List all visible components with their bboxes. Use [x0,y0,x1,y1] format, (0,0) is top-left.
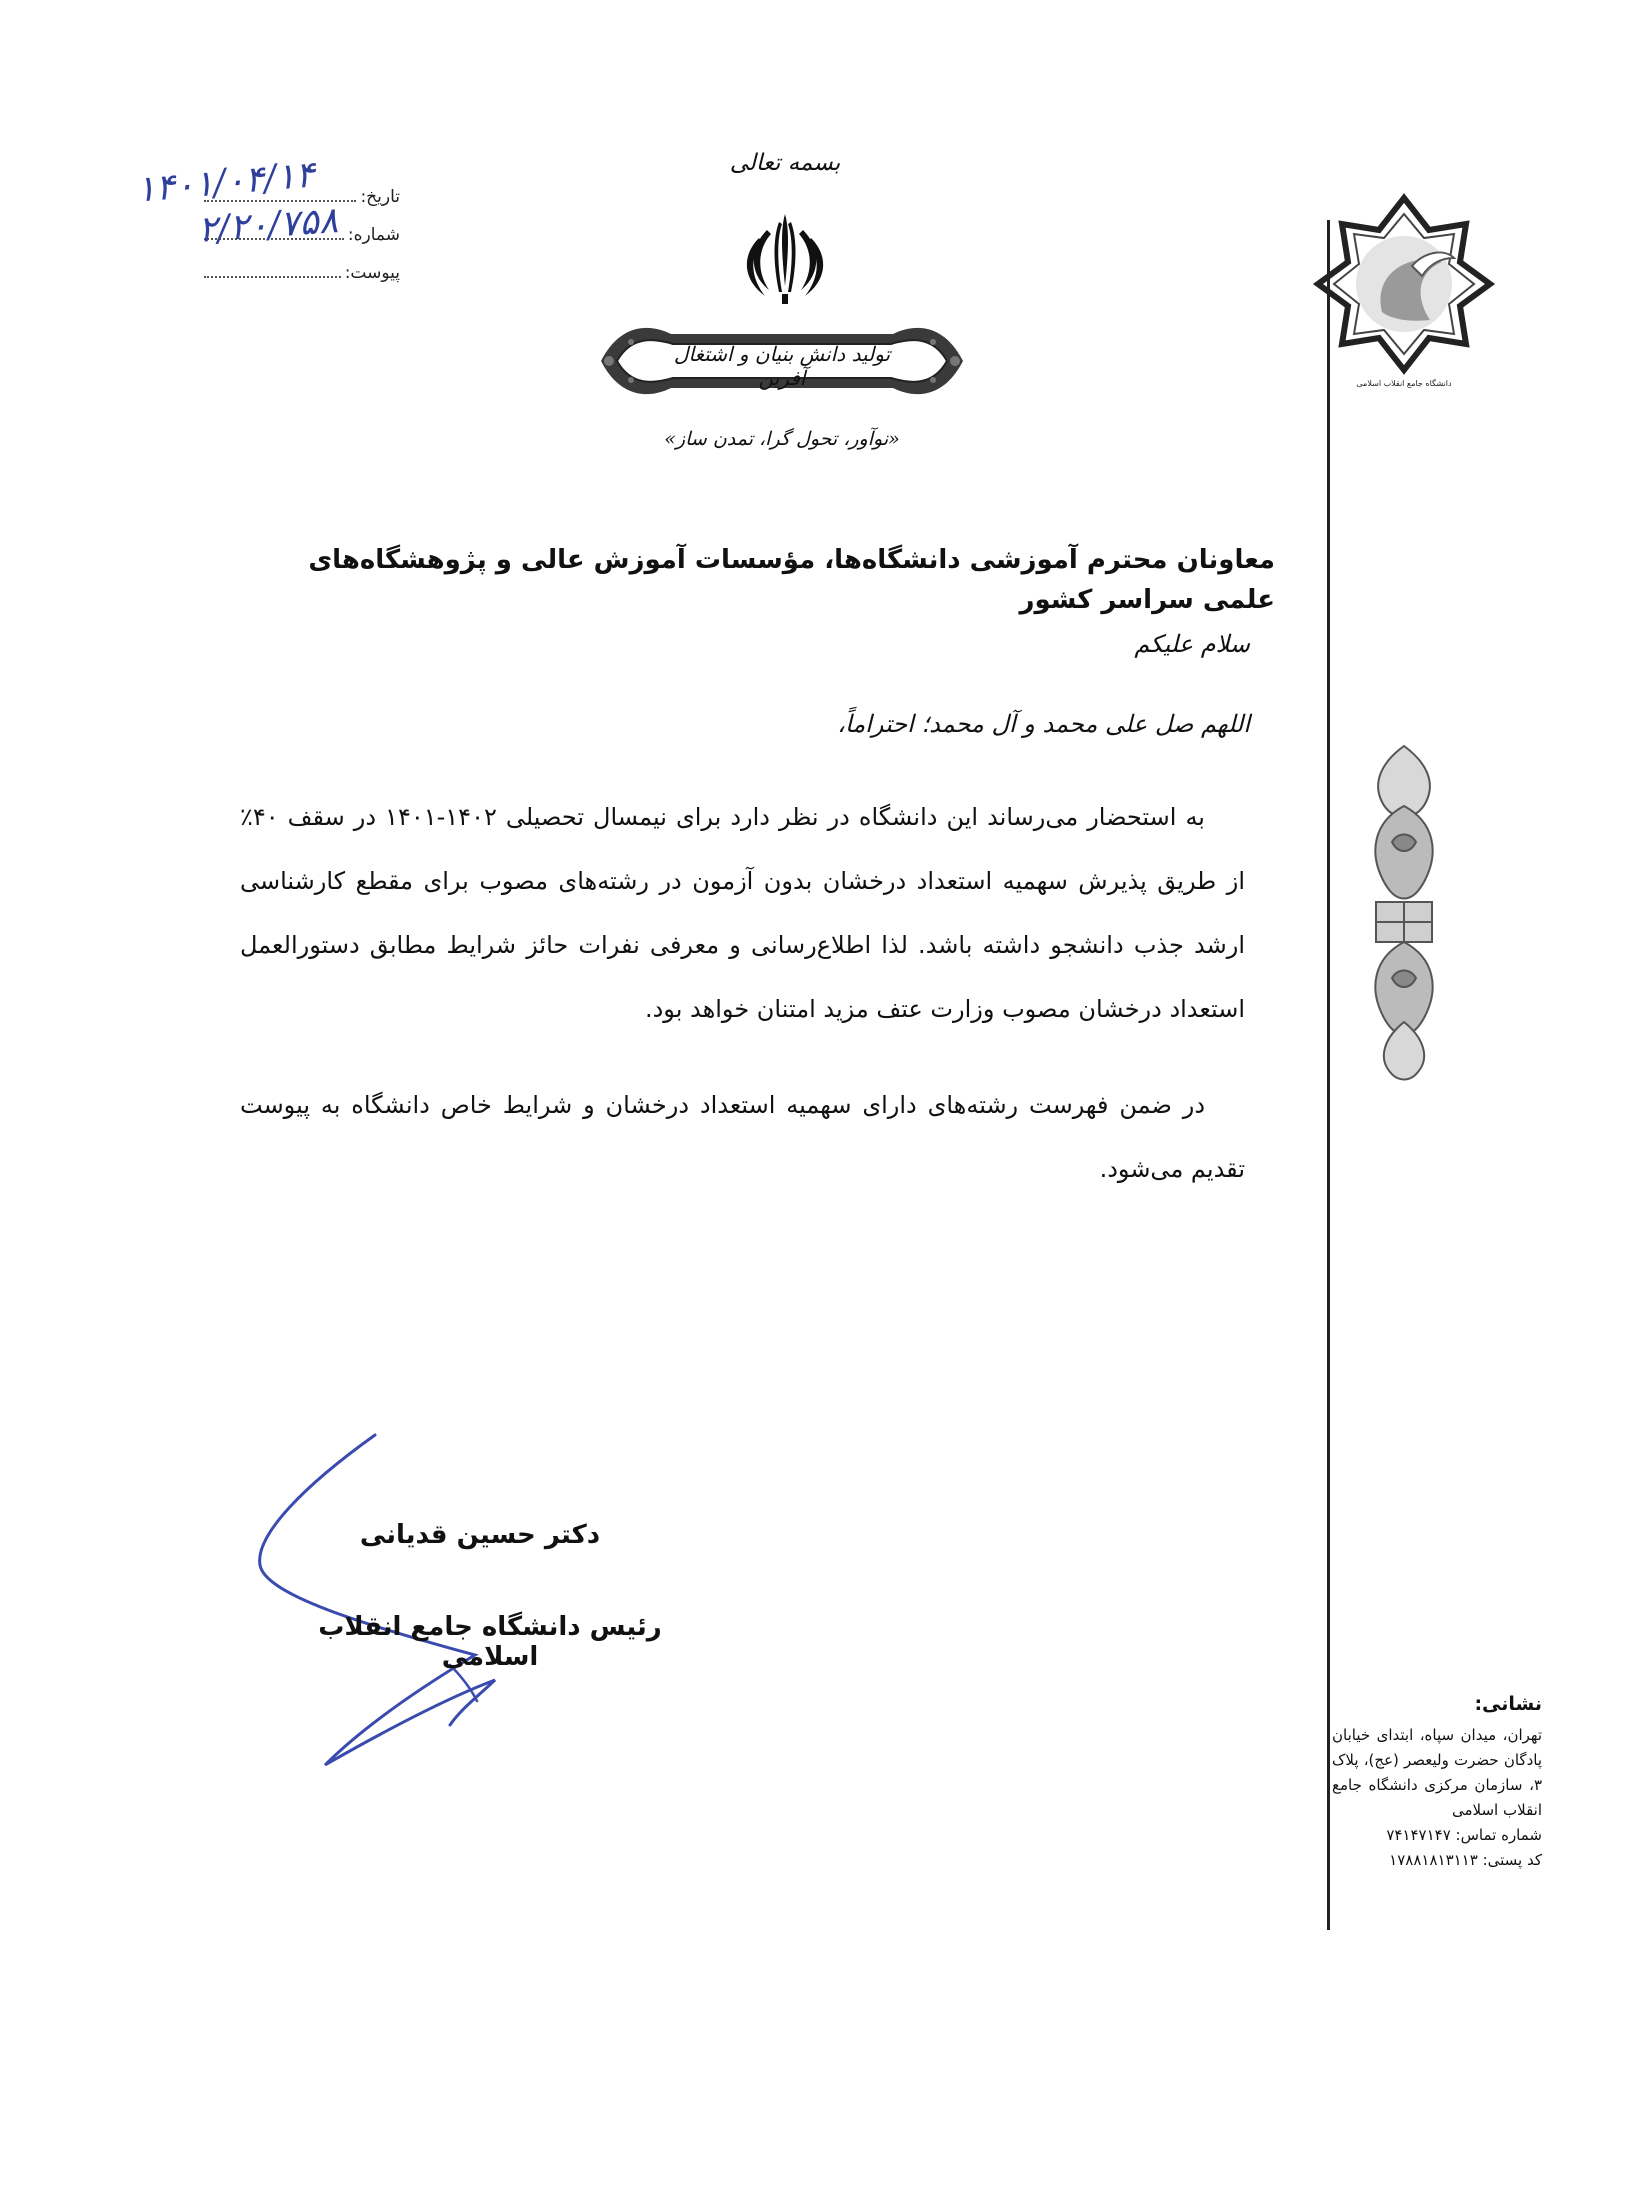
body-paragraph-2: در ضمن فهرست رشته‌های دارای سهمیه استعداد درخشان و شرایط خاص دانشگاه به پیوست تقدیم می‌شود. [240,1091,1245,1183]
address-block [1332,1692,1542,1873]
salutation: اللهم صل علی محمد و آل محمد؛ احتراماً، [837,710,1250,738]
recipient: معاونان محترم آموزشی دانشگاه‌ها، مؤسسات آموزش عالی و پژوهشگاه‌های علمی سراسر کشور [308,545,1275,615]
address-phone: شماره تماس: ۷۴۱۴۷۱۴۷ [1386,1826,1542,1844]
signer-title: رئیس دانشگاه جامع انقلاب اسلامی [318,1612,662,1672]
handwritten-date: ۱۴۰۱/۰۴/۱۴ [134,154,317,211]
logo-caption: دانشگاه جامع انقلاب اسلامی [1356,379,1452,388]
number-label: شماره: [347,225,400,245]
handwritten-number: ۲/۲۰/۷۵۸ [196,200,340,251]
bismillah: بسمه تعالی [729,150,841,176]
greeting: سلام علیکم [1134,630,1250,658]
motto: «نوآور، تحول گرا، تمدن ساز» [664,428,900,450]
decorative-ornament [1362,742,1446,1087]
body-paragraph-1: به استحضار می‌رساند این دانشگاه در نظر دارد برای نیمسال تحصیلی ۱۴۰۲-۱۴۰۱ در سقف ۴۰٪ از طریق پذیرش سهمیه استعداد درخشان بدون آزمون در رشته‌های مصوب برای مقطع کارشناسی ارشد جذب دانشجو داشته باشد. لذا اطلاع‌رسانی و معرفی نفرات حائز شرایط مطابق دستورالعمل استعداد درخشان مصوب وزارت عتف مزید امتنان خواهد بود. [240,803,1245,1023]
signer-name: دکتر حسین قدیانی [359,1520,601,1550]
address-postal: کد پستی: ۱۷۸۸۱۸۱۳۱۱۳ [1389,1851,1542,1869]
banner-slogan: تولید دانش بنیان و اشتغال آفرین [673,342,891,390]
university-logo [1312,192,1496,397]
letter-body [240,785,1245,1201]
margin-rule [1327,220,1330,1930]
address-body: تهران، میدان سپاه، ابتدای خیابان پادگان حضرت ولیعصر (عج)، پلاک ۳، سازمان مرکزی دانشگاه جامع انقلاب اسلامی [1332,1726,1542,1819]
attachment-label: پیوست: [344,263,400,283]
address-title: نشانی: [1474,1693,1542,1715]
iran-emblem [735,208,835,308]
handwritten-signature [245,1425,645,1775]
date-label: تاریخ: [360,187,400,207]
